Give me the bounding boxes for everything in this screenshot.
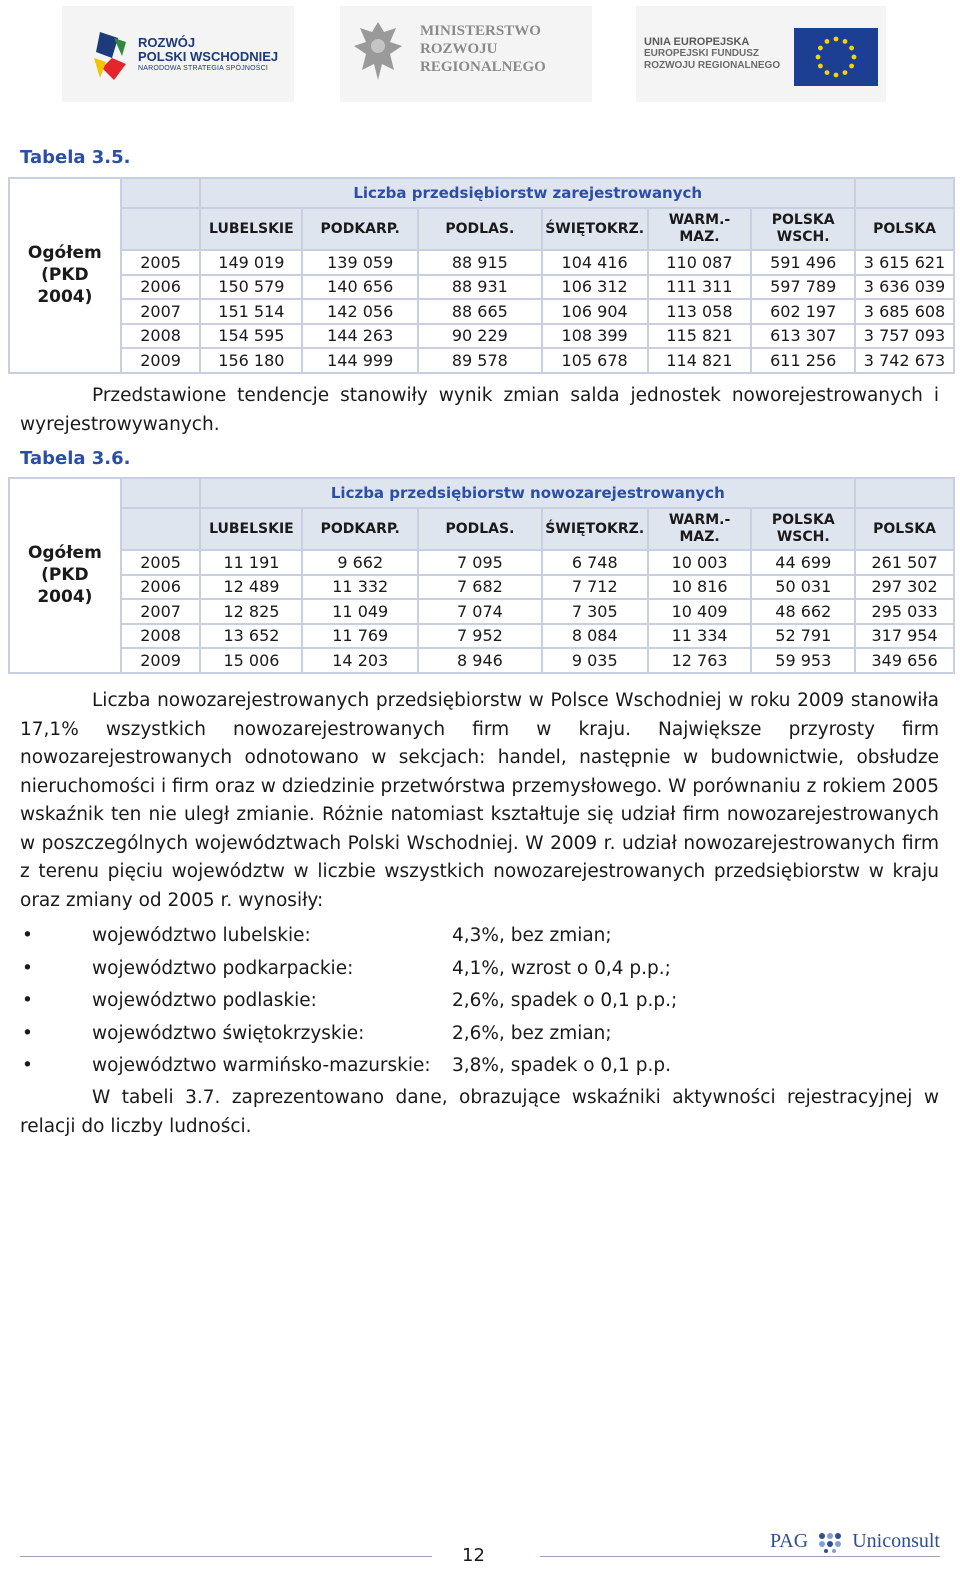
- value-cell: 8 084: [542, 624, 648, 649]
- value-cell: 15 006: [200, 648, 302, 673]
- table-row: [9, 299, 954, 324]
- value-cell: 14 203: [302, 648, 418, 673]
- paragraph-table-3-7-intro: [20, 1084, 939, 1141]
- column-header: PODKARP.: [302, 508, 418, 550]
- column-header: POLSKA: [855, 208, 954, 250]
- value-cell: 150 579: [200, 275, 302, 300]
- value-cell: 597 789: [751, 275, 855, 300]
- voivodeship-bullet-list: [20, 920, 940, 1083]
- paragraph-new-registrations: [20, 687, 939, 915]
- ue-line1: UNIA EUROPEJSKA: [644, 36, 750, 48]
- header-blank-cell: [121, 478, 201, 508]
- value-cell: 52 791: [751, 624, 855, 649]
- value-cell: 113 058: [648, 299, 752, 324]
- row-stub-line: (PKD: [41, 265, 89, 286]
- row-stub-label: [9, 478, 121, 673]
- mrr-line3: REGIONALNEGO: [420, 59, 546, 75]
- bullet-value: 4,1%, wzrost o 0,4 p.p.;: [452, 957, 671, 979]
- rpw-line3: NARODOWA STRATEGIA SPÓJNOŚCI: [138, 65, 269, 72]
- value-cell: 7 305: [542, 599, 648, 624]
- value-cell: 144 263: [302, 324, 418, 349]
- table-row: [9, 324, 954, 349]
- eu-star-icon: [818, 64, 823, 69]
- header-blank-cell: [855, 478, 954, 508]
- header-blank-cell: [121, 178, 201, 208]
- value-cell: 3 742 673: [855, 348, 954, 373]
- value-cell: 295 033: [855, 599, 954, 624]
- year-cell: 2008: [121, 324, 201, 349]
- bullet-label: województwo świętokrzyskie:: [92, 1022, 365, 1044]
- eu-star-icon: [818, 46, 823, 51]
- value-cell: 149 019: [200, 250, 302, 275]
- pag-uniconsult-logo: [770, 1530, 940, 1553]
- value-cell: 8 946: [418, 648, 542, 673]
- rpw-star-icon: [92, 28, 128, 82]
- row-stub-label: [9, 178, 121, 373]
- column-header: PODKARP.: [302, 208, 418, 250]
- year-column-header: [121, 208, 201, 250]
- value-cell: 142 056: [302, 299, 418, 324]
- bullet-label: województwo lubelskie:: [92, 925, 311, 946]
- list-item: [20, 953, 940, 986]
- table-title-row: [9, 478, 954, 508]
- pag-dots-icon: [817, 1531, 843, 1553]
- rpw-line1: ROZWÓJ: [138, 35, 196, 50]
- year-cell: 2006: [121, 575, 201, 600]
- value-cell: 611 256: [751, 348, 855, 373]
- value-cell: 11 334: [648, 624, 752, 649]
- value-cell: 10 409: [648, 599, 752, 624]
- value-cell: 7 952: [418, 624, 542, 649]
- eu-star-icon: [843, 39, 848, 44]
- table-registered-companies: [8, 177, 955, 374]
- value-cell: 3 636 039: [855, 275, 954, 300]
- list-item: [20, 985, 940, 1018]
- value-cell: 602 197: [751, 299, 855, 324]
- row-stub-line: 2004): [37, 587, 93, 608]
- bullet-label: województwo podkarpackie:: [92, 957, 354, 979]
- bullet-dot-icon: •: [22, 957, 33, 979]
- footer-rule-right: [540, 1556, 940, 1557]
- unia-europejska-logo: [636, 6, 886, 102]
- bullet-dot-icon: •: [22, 1055, 33, 1076]
- bullet-dot-icon: •: [22, 925, 33, 946]
- eu-star-icon: [843, 70, 848, 75]
- value-cell: 12 825: [200, 599, 302, 624]
- eu-star-icon: [849, 46, 854, 51]
- table-row: [9, 575, 954, 600]
- value-cell: 108 399: [542, 324, 648, 349]
- value-cell: 11 769: [302, 624, 418, 649]
- value-cell: 613 307: [751, 324, 855, 349]
- table-row: [9, 648, 954, 673]
- bullet-dot-icon: •: [22, 990, 33, 1011]
- value-cell: 3 757 093: [855, 324, 954, 349]
- page-number: 12: [462, 1545, 485, 1566]
- footer-rule-left: [20, 1556, 432, 1557]
- year-cell: 2005: [121, 250, 201, 275]
- value-cell: 110 087: [648, 250, 752, 275]
- value-cell: 111 311: [648, 275, 752, 300]
- value-cell: 3 685 608: [855, 299, 954, 324]
- value-cell: 11 191: [200, 550, 302, 575]
- column-header-row: [9, 508, 954, 550]
- value-cell: 106 904: [542, 299, 648, 324]
- rozwoj-polski-wschodniej-logo: [62, 6, 294, 102]
- value-cell: 317 954: [855, 624, 954, 649]
- year-cell: 2006: [121, 275, 201, 300]
- value-cell: 261 507: [855, 550, 954, 575]
- value-cell: 11 049: [302, 599, 418, 624]
- column-header: WARM.- MAZ.: [648, 208, 752, 250]
- row-stub-line: Ogółem: [27, 543, 102, 564]
- row-stub-line: Ogółem: [27, 243, 102, 264]
- year-cell: 2009: [121, 348, 201, 373]
- value-cell: 90 229: [418, 324, 542, 349]
- paragraph-new-registrations-text: Liczba nowozarejestrowanych przedsiębiorstw w Polsce Wschodniej w roku 2009 stanowiła 17,1% wszystkich nowozarejestrowanych firm w kraju. Największe przyrosty firm nowozarejestrowanych odnotowano w sekcjach: handel, następnie w budownictwie, obsłudze nieruchomości i firm oraz w dziedzinie przetwórstwa przemysłowego. W porównaniu z rokiem 2005 wskaźnik ten nie uległ zmianie. Różnie natomiast kształtuje się udział firm nowozarejestrowanych w poszczególnych województwach Polski Wschodniej. W 2009 r. udział nowozarejestrowanych firm z terenu pięciu województw w liczbie wszystkich nowozarejestrowanych przedsiębiorstw w kraju oraz zmiany od 2005 r. wynosiły:: [20, 690, 939, 911]
- value-cell: 7 095: [418, 550, 542, 575]
- value-cell: 9 035: [542, 648, 648, 673]
- value-cell: 13 652: [200, 624, 302, 649]
- value-cell: 106 312: [542, 275, 648, 300]
- year-cell: 2009: [121, 648, 201, 673]
- list-item: [20, 1050, 940, 1083]
- value-cell: 105 678: [542, 348, 648, 373]
- bullet-value: 3,8%, spadek o 0,1 p.p.: [452, 1055, 671, 1076]
- table-row: [9, 624, 954, 649]
- year-cell: 2007: [121, 299, 201, 324]
- column-header: ŚWIĘTOKRZ.: [542, 508, 648, 550]
- column-header: PODLAS.: [418, 208, 542, 250]
- table-row: [9, 348, 954, 373]
- value-cell: 7 682: [418, 575, 542, 600]
- paragraph-table-3-7-intro-text: W tabeli 3.7. zaprezentowano dane, obrazujące wskaźniki aktywności rejestracyjnej w relacji do liczby ludności.: [20, 1087, 939, 1137]
- value-cell: 591 496: [751, 250, 855, 275]
- value-cell: 114 821: [648, 348, 752, 373]
- bullet-dot-icon: •: [22, 1022, 33, 1044]
- value-cell: 59 953: [751, 648, 855, 673]
- eu-star-icon: [849, 64, 854, 69]
- value-cell: 140 656: [302, 275, 418, 300]
- value-cell: 7 074: [418, 599, 542, 624]
- ue-line3: ROZWOJU REGIONALNEGO: [644, 60, 781, 71]
- value-cell: 3 615 621: [855, 250, 954, 275]
- value-cell: 6 748: [542, 550, 648, 575]
- paragraph-tendencies-text: Przedstawione tendencje stanowiły wynik zmian salda jednostek noworejestrowanych i wyrejestrowywanych.: [20, 385, 939, 435]
- value-cell: 154 595: [200, 324, 302, 349]
- value-cell: 88 915: [418, 250, 542, 275]
- column-header: PODLAS.: [418, 508, 542, 550]
- value-cell: 115 821: [648, 324, 752, 349]
- list-item: [20, 920, 940, 953]
- pag-logo-left: PAG: [770, 1530, 809, 1552]
- value-cell: 88 931: [418, 275, 542, 300]
- table-caption-3-6: Tabela 3.6.: [20, 448, 131, 469]
- value-cell: 12 763: [648, 648, 752, 673]
- mrr-line2: ROZWOJU: [420, 41, 498, 57]
- value-cell: 12 489: [200, 575, 302, 600]
- value-cell: 44 699: [751, 550, 855, 575]
- value-cell: 297 302: [855, 575, 954, 600]
- table-title: Liczba przedsiębiorstw zarejestrowanych: [200, 178, 855, 208]
- row-stub-line: 2004): [37, 287, 93, 308]
- value-cell: 88 665: [418, 299, 542, 324]
- bullet-label: województwo warmińsko-mazurskie:: [92, 1055, 431, 1076]
- table-row: [9, 275, 954, 300]
- value-cell: 349 656: [855, 648, 954, 673]
- eu-star-icon: [834, 73, 839, 78]
- column-header: LUBELSKIE: [200, 508, 302, 550]
- table-row: [9, 599, 954, 624]
- column-header: POLSKA WSCH.: [751, 508, 855, 550]
- list-item: [20, 1018, 940, 1051]
- value-cell: 151 514: [200, 299, 302, 324]
- ministerstwo-logo: [340, 6, 592, 102]
- value-cell: 89 578: [418, 348, 542, 373]
- table-new-registered-companies: [8, 477, 955, 674]
- value-cell: 10 816: [648, 575, 752, 600]
- header-logos: [0, 0, 960, 110]
- column-header: POLSKA WSCH.: [751, 208, 855, 250]
- eu-star-icon: [825, 70, 830, 75]
- column-header: POLSKA: [855, 508, 954, 550]
- pag-logo-right: Uniconsult: [852, 1530, 940, 1552]
- value-cell: 144 999: [302, 348, 418, 373]
- column-header-row: [9, 208, 954, 250]
- value-cell: 7 712: [542, 575, 648, 600]
- mrr-line1: MINISTERSTWO: [420, 23, 541, 39]
- row-stub-line: (PKD: [41, 565, 89, 586]
- value-cell: 156 180: [200, 348, 302, 373]
- eu-flag-icon: [794, 28, 878, 86]
- year-cell: 2007: [121, 599, 201, 624]
- year-column-header: [121, 508, 201, 550]
- value-cell: 104 416: [542, 250, 648, 275]
- rpw-line2: POLSKI WSCHODNIEJ: [138, 49, 279, 64]
- eu-star-icon: [834, 37, 839, 42]
- column-header: WARM.- MAZ.: [648, 508, 752, 550]
- year-cell: 2005: [121, 550, 201, 575]
- value-cell: 48 662: [751, 599, 855, 624]
- header-blank-cell: [855, 178, 954, 208]
- table-title: Liczba przedsiębiorstw nowozarejestrowanych: [200, 478, 855, 508]
- eu-star-icon: [852, 55, 857, 60]
- eagle-emblem-icon: [350, 16, 406, 86]
- eu-star-icon: [825, 39, 830, 44]
- table-caption-3-5: Tabela 3.5.: [20, 147, 131, 168]
- paragraph-tendencies: [20, 382, 939, 439]
- eu-star-icon: [816, 55, 821, 60]
- bullet-label: województwo podlaskie:: [92, 990, 317, 1011]
- year-cell: 2008: [121, 624, 201, 649]
- column-header: LUBELSKIE: [200, 208, 302, 250]
- value-cell: 9 662: [302, 550, 418, 575]
- table-row: [9, 550, 954, 575]
- table-title-row: [9, 178, 954, 208]
- bullet-value: 2,6%, bez zmian;: [452, 1022, 612, 1044]
- column-header: ŚWIĘTOKRZ.: [542, 208, 648, 250]
- value-cell: 139 059: [302, 250, 418, 275]
- bullet-value: 4,3%, bez zmian;: [452, 925, 612, 946]
- ue-line2: EUROPEJSKI FUNDUSZ: [644, 48, 760, 59]
- table-row: [9, 250, 954, 275]
- value-cell: 50 031: [751, 575, 855, 600]
- bullet-value: 2,6%, spadek o 0,1 p.p.;: [452, 990, 678, 1011]
- value-cell: 10 003: [648, 550, 752, 575]
- value-cell: 11 332: [302, 575, 418, 600]
